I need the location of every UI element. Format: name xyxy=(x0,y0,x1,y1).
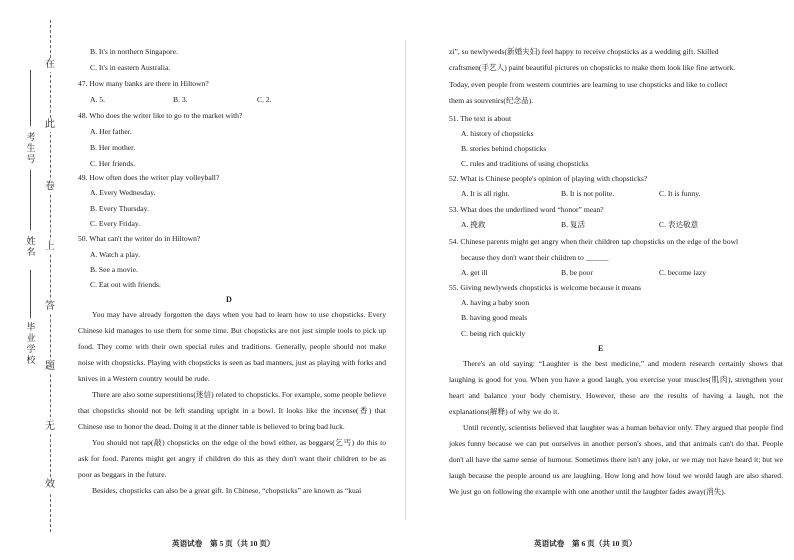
option: A. history of chopsticks xyxy=(461,129,534,138)
option: C. being rich quickly xyxy=(461,329,526,338)
option: B. Her mother. xyxy=(90,143,136,152)
question-51: 51. The text is about xyxy=(449,114,512,123)
option: B. See a movie. xyxy=(90,265,138,274)
option: C. Eat out with friends. xyxy=(90,280,161,289)
exam-number-label: 考生号 xyxy=(26,132,36,164)
passage-d xyxy=(78,307,386,499)
question-52: 52. What is Chinese people's opinion of playing with chopsticks? xyxy=(449,174,648,183)
option: A. get ill xyxy=(461,268,488,277)
paragraph: Besides, chopsticks can also be a great gift. In Chinese, “chopsticks” are known as “kuai xyxy=(92,486,362,495)
option: A. Watch a play. xyxy=(90,250,140,259)
paragraph: There are also some superstitions(迷信) related to chopsticks. For example, some people believe that chopsticks should not be left standing upright in a bowl. It looks like the incense(香) that Chinese use to honor the dead. Doing it at the dinner table is believed to bring bad luck. xyxy=(78,390,386,431)
option: A. Her father. xyxy=(90,127,132,136)
seal-char: 此 xyxy=(45,119,55,130)
option: B. stories behind chopsticks xyxy=(461,144,547,153)
passage-e xyxy=(449,356,783,500)
name-line[interactable] xyxy=(30,170,31,230)
seal-char: 答 xyxy=(45,301,55,312)
option: C. Every Friday. xyxy=(90,219,141,228)
option: B. It's in northern Singapore. xyxy=(90,47,178,56)
passage-d-continued: zi”, so newlyweds(新婚夫妇) feel happy to receive chopsticks as a wedding gift. Skilled xyxy=(449,47,719,56)
option: C. It is funny. xyxy=(659,189,701,198)
option: C. Her friends. xyxy=(90,159,136,168)
passage-d-continued: them as souvenirs(纪念品). xyxy=(449,96,534,105)
seal-char: 无 xyxy=(45,421,55,432)
option: C. 表达敬意 xyxy=(659,220,699,229)
name-label: 姓名 xyxy=(26,236,36,257)
exam-number-line[interactable] xyxy=(30,70,31,126)
option: A. 挽救 xyxy=(461,220,486,229)
school-line[interactable] xyxy=(30,270,31,318)
seal-dash-line xyxy=(50,20,51,532)
seal-char: 题 xyxy=(45,361,55,372)
paragraph: There's an old saying: “Laughter is the best medicine,” and modern research certainly shows that laughing is good for you. When you have a good laugh, you exercise your muscles(肌肉), strengthen your heart and balance your body chemistry. However, these are the results of having a laugh, not the explanations(解释) of why we do it. xyxy=(449,359,783,416)
passage-d-continued: craftsmen(手艺人) paint beautiful pictures on chopsticks to make them look like fine artwork. xyxy=(449,63,736,72)
seal-char: 在 xyxy=(45,59,55,70)
option: B. 3. xyxy=(173,95,188,104)
option: A. It is all right. xyxy=(461,189,510,198)
option: A. 5. xyxy=(90,95,105,104)
passage-d-continued: Today, even people from western countries are learning to use chopsticks and like to collect xyxy=(449,80,728,89)
question-49: 49. How often does the writer play volleyball? xyxy=(78,173,220,182)
section-d-heading: D xyxy=(226,295,232,304)
option: C. rules and traditions of using chopsticks xyxy=(461,159,589,168)
paragraph: You may have already forgotten the days when you had to learn how to use chopsticks. Every Chinese kid manages to use them for some time. But chopsticks are not just simple tools to pick up food. They come with their own special rules and traditions. Generally, people should not make noise with chopsticks. Playing with chopsticks is seen as bad manners, just as playing with forks and knives in a Western country would be rude. xyxy=(78,310,386,383)
section-e-heading: E xyxy=(598,344,604,353)
question-50: 50. What can't the writer do in Hiltown? xyxy=(78,234,201,243)
paragraph: Until recently, scientists believed that laughter was a human behavior only. They argued that people find jokes funny because we can put ourselves in another person's shoes, and that animals can't do that. People don't all have the same sense of humour. Sometimes there isn't any joke, or we may not have heard it; but we laugh because the people around us are laughing. How long and how loud we would laugh are also shared. We just go on following the example with one another until the laughter fades away(消失). xyxy=(449,423,783,496)
option: B. 复活 xyxy=(561,220,586,229)
question-54-cont: because they don't want their children to ______ xyxy=(461,253,609,262)
question-47: 47. How many banks are there in Hiltown? xyxy=(78,79,209,88)
question-55: 55. Giving newlyweds chopsticks is welcome because it means xyxy=(449,283,642,292)
option: C. It's in eastern Australia. xyxy=(90,63,171,72)
option: B. Every Thursday. xyxy=(90,204,149,213)
option: A. Every Wednesday. xyxy=(90,188,156,197)
seal-char: 效 xyxy=(45,479,55,490)
question-54: 54. Chinese parents might get angry when their children tap chopsticks on the edge of the bowl xyxy=(449,237,739,246)
page-footer: 英语试卷 第 5 页（共 10 页） xyxy=(172,539,275,548)
question-53: 53. What does the underlined word “honor” mean? xyxy=(449,205,604,214)
right-page xyxy=(400,0,794,560)
binding-margin xyxy=(0,0,60,560)
seal-char: 卷 xyxy=(45,181,55,192)
seal-char: 上 xyxy=(45,241,55,252)
option: B. be poor xyxy=(561,268,593,277)
question-48: 48. Who does the writer like to go to the market with? xyxy=(78,111,243,120)
option: C. become lazy xyxy=(659,268,707,277)
option: A. having a baby soon xyxy=(461,298,530,307)
page-footer: 英语试卷 第 6 页（共 10 页） xyxy=(534,539,637,548)
option: B. It is not polite. xyxy=(561,189,615,198)
paragraph: You should not tap(敲) chopsticks on the edge of the bowl either, as beggars(乞丐) do this to ask for food. Parents might get angry if children do this as they don't want their children to be as poor as beggars in the future. xyxy=(78,438,386,479)
option: C. 2. xyxy=(257,95,272,104)
school-label: 毕业学校 xyxy=(26,322,36,365)
option: B. having good meals xyxy=(461,313,528,322)
